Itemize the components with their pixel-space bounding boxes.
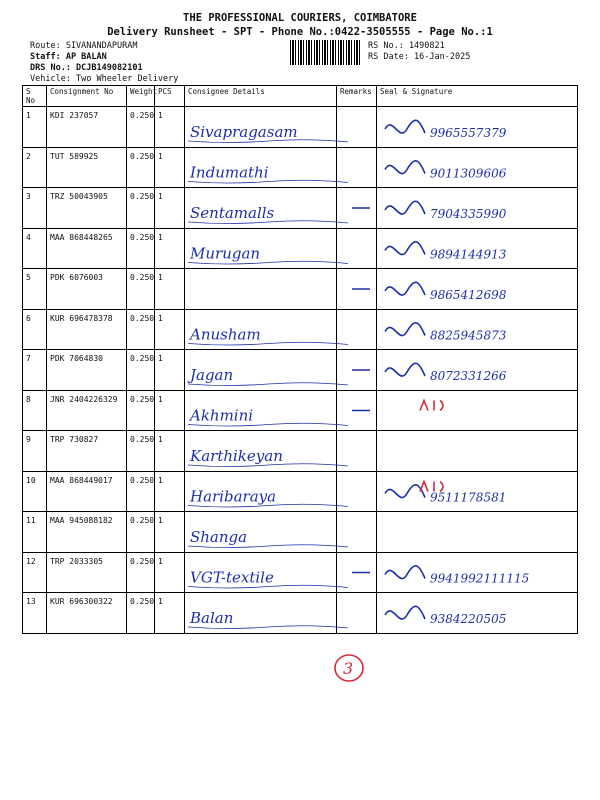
weight-cell: 0.250	[127, 431, 155, 472]
header-sno: S No	[23, 86, 47, 107]
delivery-table	[22, 85, 578, 634]
table-row	[23, 107, 578, 148]
remarks-cell	[337, 552, 377, 593]
weight-cell: 0.250	[127, 512, 155, 553]
table-row	[23, 147, 578, 188]
consignment-cell: KUR 696478378	[47, 309, 127, 350]
signature-phone-handwriting: 8072331266	[430, 369, 507, 383]
rs-date: RS Date: 16-Jan-2025	[368, 52, 471, 62]
consignee-cell	[185, 309, 337, 350]
signature-cell	[377, 107, 578, 148]
signature-cell	[377, 147, 578, 188]
weight-cell: 0.250	[127, 269, 155, 310]
sno-cell: 2	[23, 147, 47, 188]
sno-cell: 6	[23, 309, 47, 350]
consignment-cell: TRP 2033305	[47, 552, 127, 593]
remarks-cell	[337, 188, 377, 229]
consignee-cell	[185, 228, 337, 269]
pcs-cell: 1	[155, 269, 185, 310]
pcs-cell: 1	[155, 552, 185, 593]
table-row	[23, 512, 578, 553]
weight-cell: 0.250	[127, 350, 155, 391]
consignee-handwriting: Shanga	[190, 528, 248, 546]
consignee-cell	[185, 188, 337, 229]
remarks-cell	[337, 390, 377, 431]
consignee-cell	[185, 593, 337, 634]
signature-phone-handwriting: 9865412698	[430, 288, 507, 302]
table-row	[23, 188, 578, 229]
header-signature: Seal & Signature	[377, 86, 578, 107]
remarks-cell	[337, 512, 377, 553]
consignee-handwriting: Indumathi	[190, 163, 269, 182]
consignee-handwriting: Sentamalls	[190, 204, 275, 222]
consignee-cell	[185, 552, 337, 593]
signature-cell	[377, 309, 578, 350]
consignee-cell	[185, 431, 337, 472]
signature-cell	[377, 471, 578, 512]
consignee-cell	[185, 512, 337, 553]
pcs-cell: 1	[155, 350, 185, 391]
header-pcs: PCS	[155, 86, 185, 107]
table-header-row	[23, 86, 578, 107]
consignee-cell	[185, 269, 337, 310]
header-weight: Weight	[127, 86, 155, 107]
pcs-cell: 1	[155, 471, 185, 512]
signature-cell	[377, 228, 578, 269]
consignee-handwriting: VGT-textile	[190, 568, 274, 587]
pcs-cell: 1	[155, 390, 185, 431]
table-row	[23, 471, 578, 512]
remarks-cell	[337, 107, 377, 148]
pcs-cell: 1	[155, 147, 185, 188]
pcs-cell: 1	[155, 593, 185, 634]
consignment-cell: PDK 7064830	[47, 350, 127, 391]
weight-cell: 0.250	[127, 309, 155, 350]
consignment-cell: TUT 589925	[47, 147, 127, 188]
consignee-cell	[185, 471, 337, 512]
consignment-cell: KDI 237057	[47, 107, 127, 148]
signature-cell	[377, 350, 578, 391]
pcs-cell: 1	[155, 228, 185, 269]
consignee-handwriting: Haribaraya	[190, 487, 277, 506]
vehicle-label: Vehicle: Two Wheeler Delivery	[30, 74, 179, 84]
signature-phone-handwriting: 9384220505	[430, 612, 507, 626]
consignment-cell: MAA 868449017	[47, 471, 127, 512]
barcode-image	[290, 40, 360, 65]
weight-cell: 0.250	[127, 228, 155, 269]
remarks-cell	[337, 147, 377, 188]
consignee-handwriting: Anusham	[190, 325, 261, 344]
table-row	[23, 431, 578, 472]
sno-cell: 4	[23, 228, 47, 269]
table-row	[23, 350, 578, 391]
consignee-cell	[185, 147, 337, 188]
weight-cell: 0.250	[127, 107, 155, 148]
signature-phone-handwriting: 7904335990	[430, 207, 507, 221]
consignee-handwriting: Akhmini	[190, 406, 254, 425]
signature-cell	[377, 512, 578, 553]
pcs-cell: 1	[155, 512, 185, 553]
sno-cell: 12	[23, 552, 47, 593]
sno-cell: 9	[23, 431, 47, 472]
weight-cell: 0.250	[127, 188, 155, 229]
page-mark-text: 3	[343, 659, 354, 678]
remarks-cell	[337, 471, 377, 512]
signature-cell	[377, 390, 578, 431]
signature-phone-handwriting: 8825945873	[430, 328, 507, 343]
header-remarks: Remarks	[337, 86, 377, 107]
consignment-cell: MAA 945088182	[47, 512, 127, 553]
table-row	[23, 552, 578, 593]
remarks-cell	[337, 350, 377, 391]
signature-cell	[377, 431, 578, 472]
consignment-cell: KUR 696300322	[47, 593, 127, 634]
sno-cell: 7	[23, 350, 47, 391]
table-row	[23, 309, 578, 350]
remarks-cell	[337, 269, 377, 310]
weight-cell: 0.250	[127, 552, 155, 593]
sno-cell: 5	[23, 269, 47, 310]
table-row	[23, 269, 578, 310]
consignment-cell: TRZ 50043905	[47, 188, 127, 229]
consignee-handwriting: Sivapragasam	[190, 123, 298, 141]
weight-cell: 0.250	[127, 471, 155, 512]
drs-label: DRS No.: DCJB149082101	[30, 63, 143, 73]
table-row	[23, 228, 578, 269]
staff-label: Staff: AP BALAN	[30, 52, 107, 62]
consignment-cell: JNR 2404226329	[47, 390, 127, 431]
signature-phone-handwriting: 9894144913	[430, 247, 507, 262]
signature-cell	[377, 269, 578, 310]
consignee-handwriting: Jagan	[190, 366, 234, 384]
consignment-cell: TRP 730827	[47, 431, 127, 472]
consignee-cell	[185, 107, 337, 148]
signature-phone-handwriting: 9011309606	[430, 166, 507, 181]
weight-cell: 0.250	[127, 147, 155, 188]
page-number-mark	[335, 655, 363, 681]
route-label: Route: SIVANANDAPURAM	[30, 41, 138, 51]
sno-cell: 1	[23, 107, 47, 148]
consignee-handwriting: Balan	[190, 609, 234, 627]
company-title: THE PROFESSIONAL COURIERS, COIMBATORE	[183, 12, 417, 24]
remarks-cell	[337, 431, 377, 472]
sno-cell: 11	[23, 512, 47, 553]
consignee-handwriting: Karthikeyan	[190, 447, 283, 465]
runsheet-subtitle: Delivery Runsheet - SPT - Phone No.:0422-3505555 - Page No.:1	[107, 26, 493, 38]
consignment-cell: PDK 6076003	[47, 269, 127, 310]
pcs-cell: 1	[155, 431, 185, 472]
header-consignee: Consignee Details	[185, 86, 337, 107]
signature-phone-handwriting: 9511178581	[430, 490, 507, 505]
sno-cell: 10	[23, 471, 47, 512]
signature-cell	[377, 593, 578, 634]
weight-cell: 0.250	[127, 593, 155, 634]
signature-phone-handwriting: 9941992111115	[430, 571, 530, 586]
signature-cell	[377, 552, 578, 593]
remarks-cell	[337, 228, 377, 269]
pcs-cell: 1	[155, 188, 185, 229]
header-consignment: Consignment No	[47, 86, 127, 107]
consignee-handwriting: Murugan	[190, 244, 261, 263]
weight-cell: 0.250	[127, 390, 155, 431]
sno-cell: 3	[23, 188, 47, 229]
consignee-cell	[185, 390, 337, 431]
consignee-cell	[185, 350, 337, 391]
rs-number: RS No.: 1490821	[368, 41, 445, 51]
sno-cell: 8	[23, 390, 47, 431]
consignment-cell: MAA 868448265	[47, 228, 127, 269]
table-row	[23, 390, 578, 431]
signature-phone-handwriting: 9965557379	[430, 126, 507, 140]
remarks-cell	[337, 593, 377, 634]
signature-cell	[377, 188, 578, 229]
remarks-cell	[337, 309, 377, 350]
table-row	[23, 593, 578, 634]
pcs-cell: 1	[155, 309, 185, 350]
sno-cell: 13	[23, 593, 47, 634]
pcs-cell: 1	[155, 107, 185, 148]
